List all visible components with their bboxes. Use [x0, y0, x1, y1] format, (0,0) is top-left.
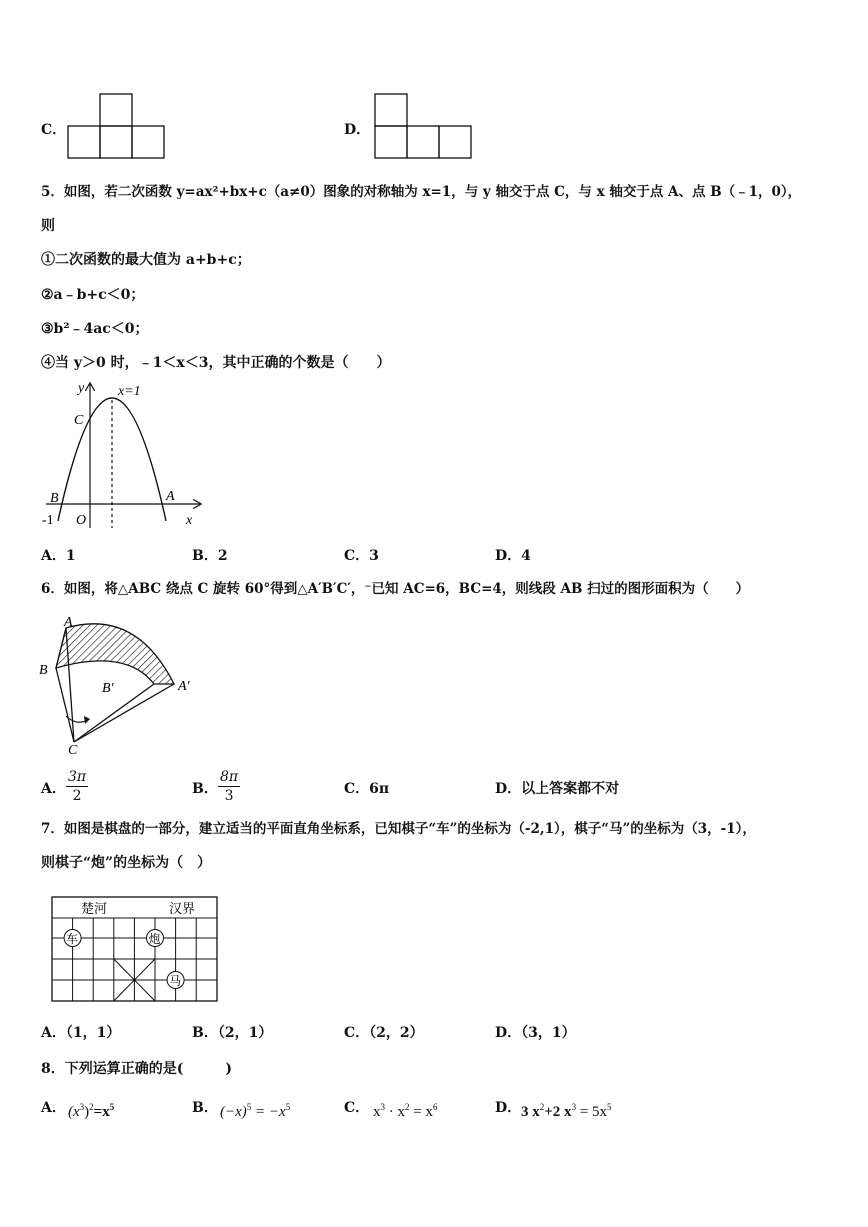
svg-text:炮: 炮	[148, 932, 161, 946]
y-axis-label: y	[78, 381, 85, 396]
q8-option-d-expr[interactable]: 3 $x^2+2$ $x^3 = 5x^5$	[521, 1102, 612, 1120]
q8-option-b-label[interactable]: B．	[192, 1100, 218, 1116]
q6-option-b-fraction[interactable]: $\frac{8\pi}{3}$	[220, 769, 239, 804]
fig-point-a-prime: A′	[178, 679, 190, 694]
piece-ma	[167, 972, 184, 989]
q6-option-b-label[interactable]: B．	[192, 781, 218, 797]
q6-stem-line1: 6．如图，将△ABC 绕点 C 旋转 60°得到△A′B′C′，⁻已知 AC=6，BC=4，则线段 AB 扫过的图形面积为（ ）	[41, 581, 750, 597]
q8-option-b-expr[interactable]: $(-x)^5 = -x^5$	[220, 1102, 291, 1120]
point-b-label: B	[50, 491, 59, 506]
q8-option-a-label[interactable]: A．	[41, 1100, 66, 1116]
q5-item-4: ④当 y＞0 时，﹣1＜x＜3，其中正确的个数是（ ）	[41, 355, 391, 371]
q8-option-d-label[interactable]: D．	[495, 1100, 522, 1116]
point-a-label: A	[166, 489, 175, 504]
fig-point-a: A	[64, 615, 73, 630]
q7-option-c[interactable]: C．（2，2）	[344, 1025, 424, 1041]
fig-point-c: C	[68, 743, 78, 756]
svg-text:车: 车	[66, 932, 79, 946]
swept-area	[56, 624, 174, 684]
q7-option-b[interactable]: B．（2，1）	[192, 1025, 273, 1041]
q5-item-2: ②a﹣b+c＜0；	[41, 287, 145, 303]
q8-option-a-expr[interactable]: $(x^3)^2=x^5$	[68, 1102, 115, 1120]
q8-stem: 8．下列运算正确的是( )	[41, 1061, 232, 1077]
q5-option-b[interactable]: B．2	[192, 548, 228, 564]
q8-option-c-label[interactable]: C．	[344, 1100, 370, 1116]
q6-option-a-label[interactable]: A．	[41, 781, 66, 797]
net-figure-d	[373, 92, 475, 160]
q5-item-1: ①二次函数的最大值为 a+b+c；	[41, 252, 251, 268]
x-axis-label: x	[186, 513, 193, 528]
q5-stem-line1: 5．如图，若二次函数 y=ax²+bx+c（a≠0）图象的对称轴为 x=1，与 y 轴交于点 C，与 x 轴交于点 A、点 B（﹣1，0），	[41, 184, 802, 200]
net-figure-c	[66, 92, 168, 160]
svg-text:马: 马	[169, 974, 182, 988]
q5-option-c[interactable]: C．3	[344, 548, 379, 564]
river-left-label: 楚河	[81, 901, 108, 916]
origin-label: O	[76, 513, 87, 528]
q5-option-d[interactable]: D．4	[495, 548, 531, 564]
q6-option-d[interactable]: D．以上答案都不对	[495, 781, 620, 797]
q7-option-a[interactable]: A．（1，1）	[41, 1025, 121, 1041]
chessboard-figure	[51, 896, 221, 1004]
q7-stem-line1: 7．如图是棋盘的一部分，建立适当的平面直角坐标系，已知棋子“车”的坐标为（-2,1），棋子“马”的坐标为（3，-1），	[41, 821, 756, 837]
q5-item-3: ③b²﹣4ac＜0；	[41, 321, 149, 337]
river-right-label: 汉界	[169, 901, 196, 916]
parabola-graph	[38, 378, 208, 530]
piece-pao	[147, 930, 164, 947]
q6-option-a-fraction[interactable]: $\frac{3\pi}{2}$	[68, 769, 87, 804]
minus-one-label: -1	[42, 513, 54, 528]
q8-option-c-expr[interactable]: $x^3 \cdot x^2 = x^6$	[373, 1102, 438, 1120]
piece-che	[64, 930, 81, 947]
q5-option-a[interactable]: A．1	[41, 548, 76, 564]
q6-option-c[interactable]: C．6π	[344, 781, 390, 797]
point-c-label: C	[74, 413, 84, 428]
fig-point-b: B	[39, 663, 48, 678]
option-d-label: D．	[344, 122, 371, 138]
q7-option-d[interactable]: D．（3，1）	[495, 1025, 576, 1041]
q5-stem-line2: 则	[41, 218, 55, 234]
option-c-label: C．	[41, 122, 67, 138]
q7-stem-line2: 则棋子“炮”的坐标为（ ）	[41, 855, 212, 871]
rotation-figure	[36, 608, 206, 756]
symmetry-axis-label: x=1	[118, 384, 141, 399]
fig-point-b-prime: B′	[102, 681, 114, 696]
